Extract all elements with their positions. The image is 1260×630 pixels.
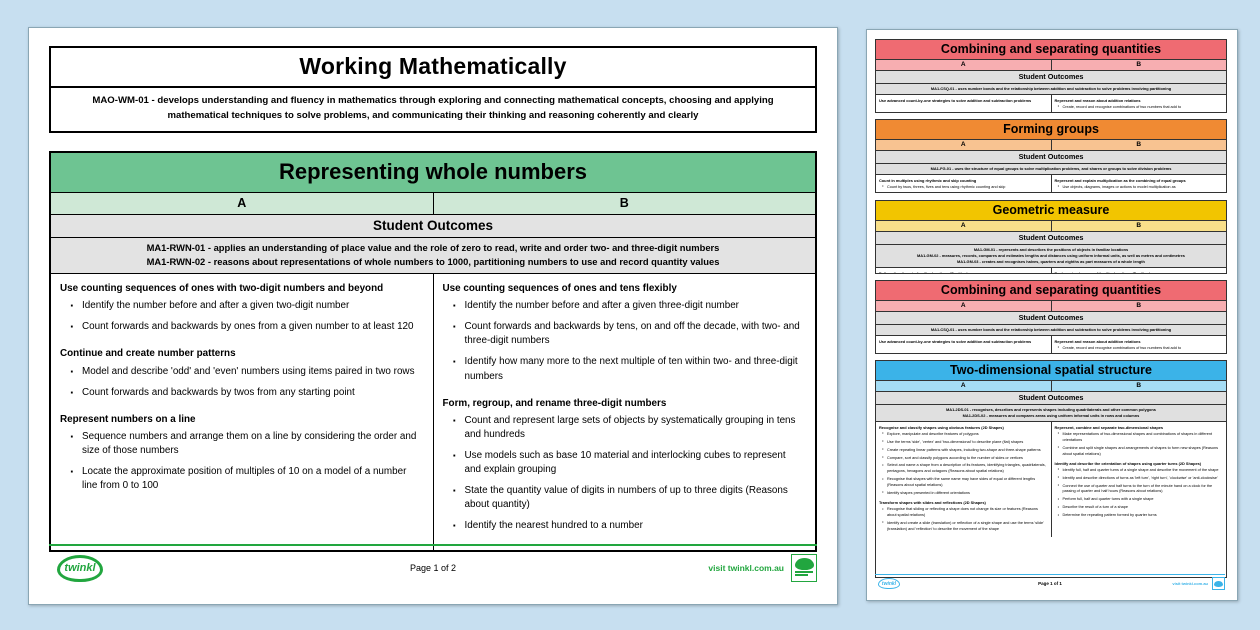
outcome-bullet-item: · Identify full, half and quarter turns of a single shape and describe the movement of the shape	[1055, 468, 1224, 476]
outcome-group-heading: Follow directions to familiar locations (Position)	[879, 271, 968, 274]
outcome-bullet-list	[1055, 185, 1224, 193]
column-header-a: A	[51, 193, 434, 214]
main-document-page	[28, 27, 838, 605]
outcome-bullet-item: · Count by twos, threes, fives and tens using rhythmic counting and skip	[879, 185, 1048, 193]
outcome-bullet-item: · Count forwards and backwards by ones from a given number to at least 120	[60, 320, 424, 341]
outcome-bullet-list	[879, 432, 1048, 499]
outcome-bullet-item: · Select and name a shape from a description of its features, identifying triangles, quadrilaterals, pentagons, hexagons and octagons (Reasons about spatial relations)	[879, 463, 1048, 477]
outcome-bullet-item: · Use models such as base 10 material and interlocking cubes to represent and explain grouping	[443, 449, 807, 484]
outcome-group-heading: Use advanced count-by-one strategies to solve addition and subtraction problems	[879, 339, 1032, 345]
thumbnail-panel[interactable]	[875, 119, 1227, 193]
outcome-bullet-list	[60, 430, 424, 500]
thumbnail-column-a	[876, 422, 1052, 537]
thumbnail-panel-title: Forming groups	[876, 120, 1226, 140]
page-number: Page 1 of 2	[409, 563, 457, 573]
outcome-bullet-item: · Use objects, diagrams, images or actions to model multiplication as	[1055, 185, 1224, 193]
thumbnail-panel-title: Two-dimensional spatial structure	[876, 361, 1226, 381]
thumbnail-column-header-a: A	[876, 301, 1052, 311]
thumbnail-column-header-a: A	[876, 221, 1052, 231]
thumbnail-panel[interactable]	[875, 39, 1227, 113]
thumbnail-column-headers	[876, 381, 1226, 392]
outcome-bullet-item: · Identify and create a slide (translation) or reflection of a single shape and use the terms 'slide' (translation) and 'reflection' to describe the movement of the shape	[879, 521, 1048, 535]
outcome-bullet-item: · Use the terms 'side', 'vertex' and 'two-dimensional' to describe plane (flat) shapes	[879, 440, 1048, 448]
thumbnail-column-header-b: B	[1136, 302, 1142, 309]
representing-whole-numbers-table	[49, 151, 817, 553]
visit-url-link[interactable]: visit twinkl.com.au	[708, 563, 784, 573]
thumbnail-column-header-a: A	[876, 140, 1052, 150]
thumbnail-footer	[875, 574, 1225, 592]
thumbnail-outcome-code-line: MA1-CSQ-01 - uses number bonds and the relationship between addition and subtraction to solve problems involving partitioning	[930, 85, 1172, 91]
thumbnail-panel-body	[876, 95, 1226, 113]
thumbnail-column-b	[1052, 95, 1227, 113]
outcome-bullet-list	[443, 299, 807, 390]
outcome-bullet-item: · Create, record and recognise combinations of two numbers that add to	[1055, 346, 1224, 354]
outcomes-body	[51, 274, 815, 550]
outcome-bullet-item: · Identify the number before and after a given two-digit number	[60, 299, 424, 320]
thumbnail-column-headers	[876, 301, 1226, 312]
outcome-bullet-item: · Determine the repeating pattern formed by quarter turns	[1055, 513, 1224, 521]
student-outcomes-label: Student Outcomes	[51, 215, 815, 238]
outcome-bullet-list	[1055, 346, 1224, 354]
outcome-bullet-list	[443, 414, 807, 540]
thumbnail-outcome-codes	[876, 325, 1226, 336]
thumbnail-panel-body	[876, 175, 1226, 193]
thumbnail-column-header-a: A	[876, 381, 1052, 391]
thumbnail-student-outcomes-label: Student Outcomes	[876, 392, 1226, 405]
thumbnail-column-header-b: B	[1136, 141, 1142, 148]
working-mathematically-title: Working Mathematically	[51, 48, 815, 88]
outcome-group-heading: Transform shapes with slides and reflections (2D Shapes)	[879, 500, 986, 506]
outcome-bullet-item: · Identify how many more to the next multiple of ten within two- and three-digit numbers	[443, 355, 807, 390]
thumbnail-column-b	[1052, 336, 1227, 354]
thumbnail-column-b	[1052, 422, 1227, 537]
thumbnail-panel-title: Combining and separating quantities	[876, 40, 1226, 60]
thumbnail-column-a	[876, 175, 1052, 193]
outcome-bullet-item: · Describe the result of a turn of a shape	[1055, 505, 1224, 513]
outcome-group-heading: Use advanced count-by-one strategies to solve addition and subtraction problems	[879, 98, 1032, 104]
outcome-code-line: MA1-RWN-01 - applies an understanding of place value and the role of zero to read, write and order two- and three-digit numbers	[146, 241, 720, 253]
outcome-group-heading: Form, regroup, and rename three-digit numbers	[442, 397, 667, 409]
thumbnail-outcome-code-line: MA1-2DS-01 - recognises, describes and represents shapes including quadrilaterals and other common polygons	[946, 406, 1156, 412]
outcome-bullet-item: · Recognise that shapes with the same name may have sides of equal or different lengths (Reasons about spatial relations)	[879, 477, 1048, 491]
thumbnail-panel-title: Combining and separating quantities	[876, 281, 1226, 301]
outcome-bullet-item: · Create repeating linear patterns with shapes, including two-shape and three-shape patterns	[879, 448, 1048, 456]
thumbnail-column-a	[876, 336, 1052, 354]
outcome-group-heading: Recognise and classify shapes using obvious features (2D Shapes)	[879, 425, 1004, 431]
outcome-bullet-item: · Connect the use of quarter and half turns to the turn of the minute hand on a clock for the passing of quarter and half hours (Reasons about relations)	[1055, 484, 1224, 498]
approval-badge-icon	[791, 554, 817, 582]
page-footer	[49, 544, 817, 590]
thumbnail-column-a	[876, 95, 1052, 113]
working-mathematically-box	[49, 46, 817, 133]
thumbnail-preview-page	[866, 29, 1238, 601]
thumbnail-panel[interactable]	[875, 280, 1227, 354]
outcome-bullet-list	[1055, 468, 1224, 521]
thumbnail-panel-body	[876, 268, 1226, 274]
thumbnail-column-headers	[876, 221, 1226, 232]
outcome-bullet-item: · Count and represent large sets of objects by systematically grouping in tens and hundreds	[443, 414, 807, 449]
outcome-group-heading: Use counting sequences of ones with two-digit numbers and beyond	[60, 282, 384, 294]
twinkl-logo-small: twinkl	[878, 578, 900, 589]
thumbnail-column-b	[1052, 268, 1227, 274]
thumbnail-panel-body	[876, 336, 1226, 354]
outcome-group-heading: Count in multiples using rhythmic and skip counting	[879, 178, 977, 184]
thumbnail-panel-title: Geometric measure	[876, 201, 1226, 221]
thumbnail-column-header-b: B	[1136, 382, 1142, 389]
thumbnail-panel-body	[876, 422, 1226, 537]
thumbnail-column-header-b: B	[1136, 61, 1142, 68]
outcome-bullet-item: · Explore, manipulate and describe features of polygons	[879, 432, 1048, 440]
outcome-bullet-item: · Recognise that sliding or reflecting a shape does not change its size or features (Reasons about spatial relations)	[879, 507, 1048, 521]
thumbnail-column-b	[1052, 175, 1227, 193]
outcome-bullet-item: · Compare, sort and classify polygons according to the number of sides or vertices	[879, 456, 1048, 464]
outcome-bullet-list	[879, 507, 1048, 535]
outcome-bullet-list	[1055, 105, 1224, 113]
outcome-group-heading: Represent numbers on a line	[60, 413, 196, 425]
outcome-bullet-list	[60, 299, 424, 341]
thumbnail-visit-url[interactable]: visit twinkl.com.au	[1172, 581, 1208, 586]
outcome-code-line: MA1-RWN-02 - reasons about representations of whole numbers to 1000, partitioning numbers to use and record quantity values	[146, 255, 720, 267]
outcome-group-heading: Use counting sequences of ones and tens flexibly	[442, 282, 677, 294]
outcome-bullet-item: · Identify shapes presented in different orientations	[879, 491, 1048, 499]
outcome-group-heading: Continue and create number patterns	[60, 348, 236, 360]
thumbnail-column-header-a: A	[876, 60, 1052, 70]
thumbnail-panel[interactable]	[875, 360, 1227, 578]
outcome-bullet-item: · State the quantity value of digits in numbers of up to three digits (Reasons about quantity)	[443, 484, 807, 519]
outcome-group-heading: Explore simple maps of familiar locations (Position)	[1054, 271, 1151, 274]
outcome-bullet-item: · Count forwards and backwards by tens, on and off the decade, with two- and three-digit numbers	[443, 320, 807, 355]
thumbnail-outcome-code-line: MA1-GM-02 - measures, records, compares and estimates lengths and distances using uniform informal units, as well as metres and centimetres	[917, 252, 1185, 258]
outcome-bullet-item: · Model and describe 'odd' and 'even' numbers using items paired in two rows	[60, 365, 424, 386]
thumbnail-outcome-code-line: MA1-2DS-02 - measures and compares areas using uniform informal units in rows and columns	[962, 412, 1140, 418]
outcome-group-heading: Represent and reason about addition relations	[1054, 339, 1141, 345]
outcome-group-heading: Represent and explain multiplication as the combining of equal groups	[1054, 178, 1186, 184]
thumbnail-outcome-code-line: MA1-CSQ-01 - uses number bonds and the relationship between addition and subtraction to solve problems involving partitioning	[930, 326, 1172, 332]
column-header-b: B	[619, 195, 629, 210]
thumbnail-panel[interactable]	[875, 200, 1227, 274]
outcome-bullet-item: · Identify and describe directions of turns as 'left turn', 'right turn', 'clockwise' or 'anti-clockwise'	[1055, 476, 1224, 484]
outcome-group-heading: Represent and reason about addition relations	[1054, 98, 1141, 104]
outcome-bullet-item: · Combine and split single shapes and arrangements of shapes to form new shapes (Reasons about spatial relations)	[1055, 446, 1224, 460]
thumbnail-outcome-codes	[876, 164, 1226, 175]
thumbnail-column-headers	[876, 140, 1226, 151]
outcome-bullet-item: · Count forwards and backwards by twos from any starting point	[60, 386, 424, 407]
outcome-bullet-item: · Perform full, half and quarter turns with a single shape	[1055, 497, 1224, 505]
outcome-codes	[51, 238, 815, 274]
thumbnail-student-outcomes-label: Student Outcomes	[876, 232, 1226, 245]
thumbnail-page-number: Page 1 of 1	[1038, 581, 1062, 586]
thumbnail-column-a	[876, 268, 1052, 274]
twinkl-logo: twinkl	[57, 555, 103, 582]
outcome-group-heading: Identify and describe the orientation of shapes using quarter turns (2D Shapes)	[1054, 460, 1202, 466]
outcome-bullet-item: · Identify the nearest hundred to a number	[443, 519, 807, 540]
outcome-group-heading: Represent, combine and separate two-dimensional shapes	[1054, 425, 1164, 431]
working-mathematically-description: MAO-WM-01 - develops understanding and fluency in mathematics through exploring and connecting mathematical concepts, choosing and applying mathematical techniques to solve problems, and communicating their thinking and reasoning coherently and clearly	[92, 95, 774, 121]
thumbnail-outcome-codes	[876, 84, 1226, 95]
outcome-bullet-list	[60, 365, 424, 407]
outcome-bullet-item: · Create, record and recognise combinations of two numbers that add to	[1055, 105, 1224, 113]
column-headers-row	[51, 193, 815, 215]
thumbnail-student-outcomes-label: Student Outcomes	[876, 312, 1226, 325]
outcome-bullet-item: · Sequence numbers and arrange them on a line by considering the order and size of those numbers	[60, 430, 424, 465]
thumbnail-student-outcomes-label: Student Outcomes	[876, 71, 1226, 84]
strand-title: Representing whole numbers	[51, 153, 815, 193]
thumbnail-outcome-code-line: MA1-GM-03 - creates and recognises halves, quarters and eighths as part measures of a whole length	[957, 258, 1145, 264]
outcome-bullet-item: · Locate the approximate position of multiples of 10 on a model of a number line from 0 to 100	[60, 465, 424, 500]
thumbnail-outcome-code-line: MA1-GM-01 - represents and describes the positions of objects in familiar locations	[973, 246, 1129, 252]
outcomes-column-a	[51, 274, 434, 550]
thumbnail-column-header-b: B	[1136, 222, 1142, 229]
outcome-bullet-list	[1055, 432, 1224, 460]
outcomes-column-b	[434, 274, 816, 550]
thumbnail-student-outcomes-label: Student Outcomes	[876, 151, 1226, 164]
outcome-bullet-item: · Make representations of two-dimensional shapes and combinations of shapes in different orientations	[1055, 432, 1224, 446]
outcome-bullet-item: · Identify the number before and after a given three-digit number	[443, 299, 807, 320]
thumbnail-outcome-codes	[876, 245, 1226, 268]
thumbnail-outcome-codes	[876, 405, 1226, 422]
thumbnail-outcome-code-line: MA1-FG-01 - uses the structure of equal groups to solve multiplication problems, and shares or groups to solve division problems	[930, 165, 1172, 171]
thumbnail-column-headers	[876, 60, 1226, 71]
outcome-bullet-list	[879, 185, 1048, 193]
